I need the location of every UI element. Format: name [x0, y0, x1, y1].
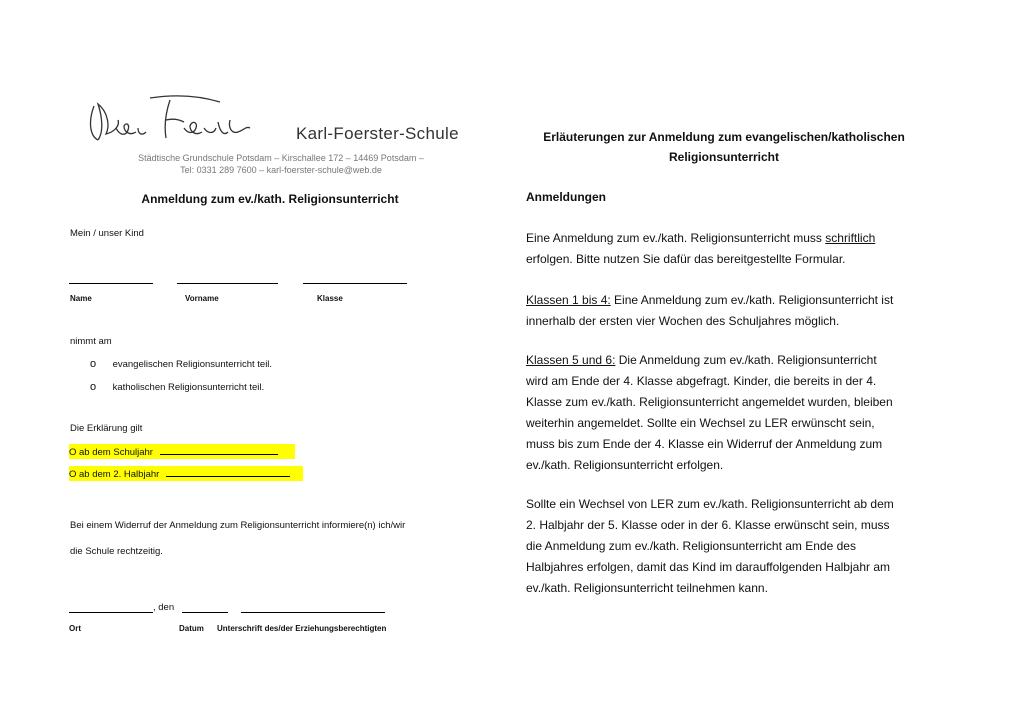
- option-evangelisch[interactable]: [90, 354, 272, 372]
- label-unterschrift: Unterschrift des/der Erziehungsberechtigten: [217, 624, 387, 633]
- klasse-field[interactable]: [303, 283, 407, 284]
- school-signature-logo: [80, 92, 265, 150]
- form-title: Anmeldung zum ev./kath. Religionsunterricht: [141, 192, 399, 206]
- widerruf-line: die Schule rechtzeitig.: [70, 546, 163, 557]
- text-span: Eine Anmeldung zum ev./kath. Religionsunterricht muss: [526, 231, 826, 245]
- emphasis-span: Klassen 5 und 6:: [526, 353, 616, 367]
- text-line: die Anmeldung zum ev./kath. Religionsunterricht am Ende des: [526, 539, 856, 553]
- paragraph-schriftlich: [526, 228, 966, 270]
- school-name: Karl-Foerster-Schule: [296, 124, 459, 143]
- label-datum: Datum: [179, 624, 204, 633]
- emphasis-span: schriftlich: [825, 231, 876, 245]
- intro-text: Mein / unser Kind: [70, 228, 144, 239]
- schuljahr-field[interactable]: [160, 445, 278, 455]
- paragraph-klassen-1-4: [526, 290, 966, 332]
- explanation-title: [526, 127, 922, 167]
- school-address: [116, 152, 446, 176]
- paragraph-klassen-5-6: [526, 350, 966, 476]
- paragraph-wechsel-ler: [526, 494, 966, 599]
- address-line: Städtische Grundschule Potsdam – Kirschallee 172 – 14469 Potsdam –: [138, 153, 424, 163]
- text-line: ev./kath. Religionsunterricht erfolgen.: [526, 458, 724, 472]
- widerruf-text: [70, 513, 490, 565]
- halbjahr-field[interactable]: [166, 467, 290, 477]
- text-line: Sollte ein Wechsel von LER zum ev./kath. Religionsunterricht ab dem: [526, 497, 894, 511]
- text-line: innerhalb der ersten vier Wochen des Schuljahres möglich.: [526, 314, 840, 328]
- option-ab-halbjahr[interactable]: [69, 466, 303, 481]
- text-line: Klasse zum ev./kath. Religionsunterricht angemeldet wurden, bleiben: [526, 395, 893, 409]
- title-line: Religionsunterricht: [668, 150, 779, 164]
- text-line: Halbjahres erfolgen, damit das Kind im darauffolgenden Halbjahr am: [526, 560, 890, 574]
- widerruf-line: Bei einem Widerruf der Anmeldung zum Religionsunterricht informiere(n) ich/wir: [70, 520, 406, 531]
- label-klasse: Klasse: [317, 294, 343, 303]
- den-text: , den: [153, 602, 175, 613]
- text-line: weiterhin angemeldet. Sollte ein Wechsel zu LER erwünscht sein,: [526, 416, 875, 430]
- option-label: katholischen Religionsunterricht teil.: [112, 382, 265, 393]
- label-name: Name: [70, 294, 92, 303]
- option-label: O ab dem Schuljahr: [69, 447, 153, 458]
- ort-field[interactable]: [69, 612, 153, 613]
- erklaerung-label: Die Erklärung gilt: [70, 423, 143, 434]
- nimmt-am-text: nimmt am: [70, 336, 112, 347]
- text-span: Eine Anmeldung zum ev./kath. Religionsunterricht ist: [610, 293, 894, 307]
- option-label: O ab dem 2. Halbjahr: [69, 469, 160, 480]
- datum-field[interactable]: [182, 612, 228, 613]
- text-line: ev./kath. Religionsunterricht teilnehmen kann.: [526, 581, 768, 595]
- option-katholisch[interactable]: [90, 377, 264, 395]
- label-ort: Ort: [69, 624, 81, 633]
- label-vorname: Vorname: [185, 294, 219, 303]
- option-ab-schuljahr[interactable]: [69, 444, 295, 459]
- text-line: 2. Halbjahr der 5. Klasse oder in der 6. Klasse erwünscht sein, muss: [526, 518, 890, 532]
- option-label: evangelischen Religionsunterricht teil.: [112, 359, 273, 370]
- option-bullet: o: [90, 358, 97, 370]
- emphasis-span: Klassen 1 bis 4:: [526, 293, 611, 307]
- section-heading: Anmeldungen: [526, 190, 606, 204]
- text-line: wird am Ende der 4. Klasse abgefragt. Kinder, die bereits in der 4.: [526, 374, 877, 388]
- text-line: muss bis zum Ende der 4. Klasse ein Widerruf der Anmeldung zum: [526, 437, 883, 451]
- name-field[interactable]: [69, 283, 153, 284]
- option-bullet: o: [90, 381, 97, 393]
- vorname-field[interactable]: [177, 283, 278, 284]
- unterschrift-field[interactable]: [241, 612, 385, 613]
- text-span: Die Anmeldung zum ev./kath. Religionsunterricht: [615, 353, 877, 367]
- title-line: Erläuterungen zur Anmeldung zum evangelischen/katholischen: [543, 130, 905, 144]
- contact-line: Tel: 0331 289 7600 – karl-foerster-schule@web.de: [180, 165, 382, 175]
- text-line: erfolgen. Bitte nutzen Sie dafür das bereitgestellte Formular.: [526, 252, 846, 266]
